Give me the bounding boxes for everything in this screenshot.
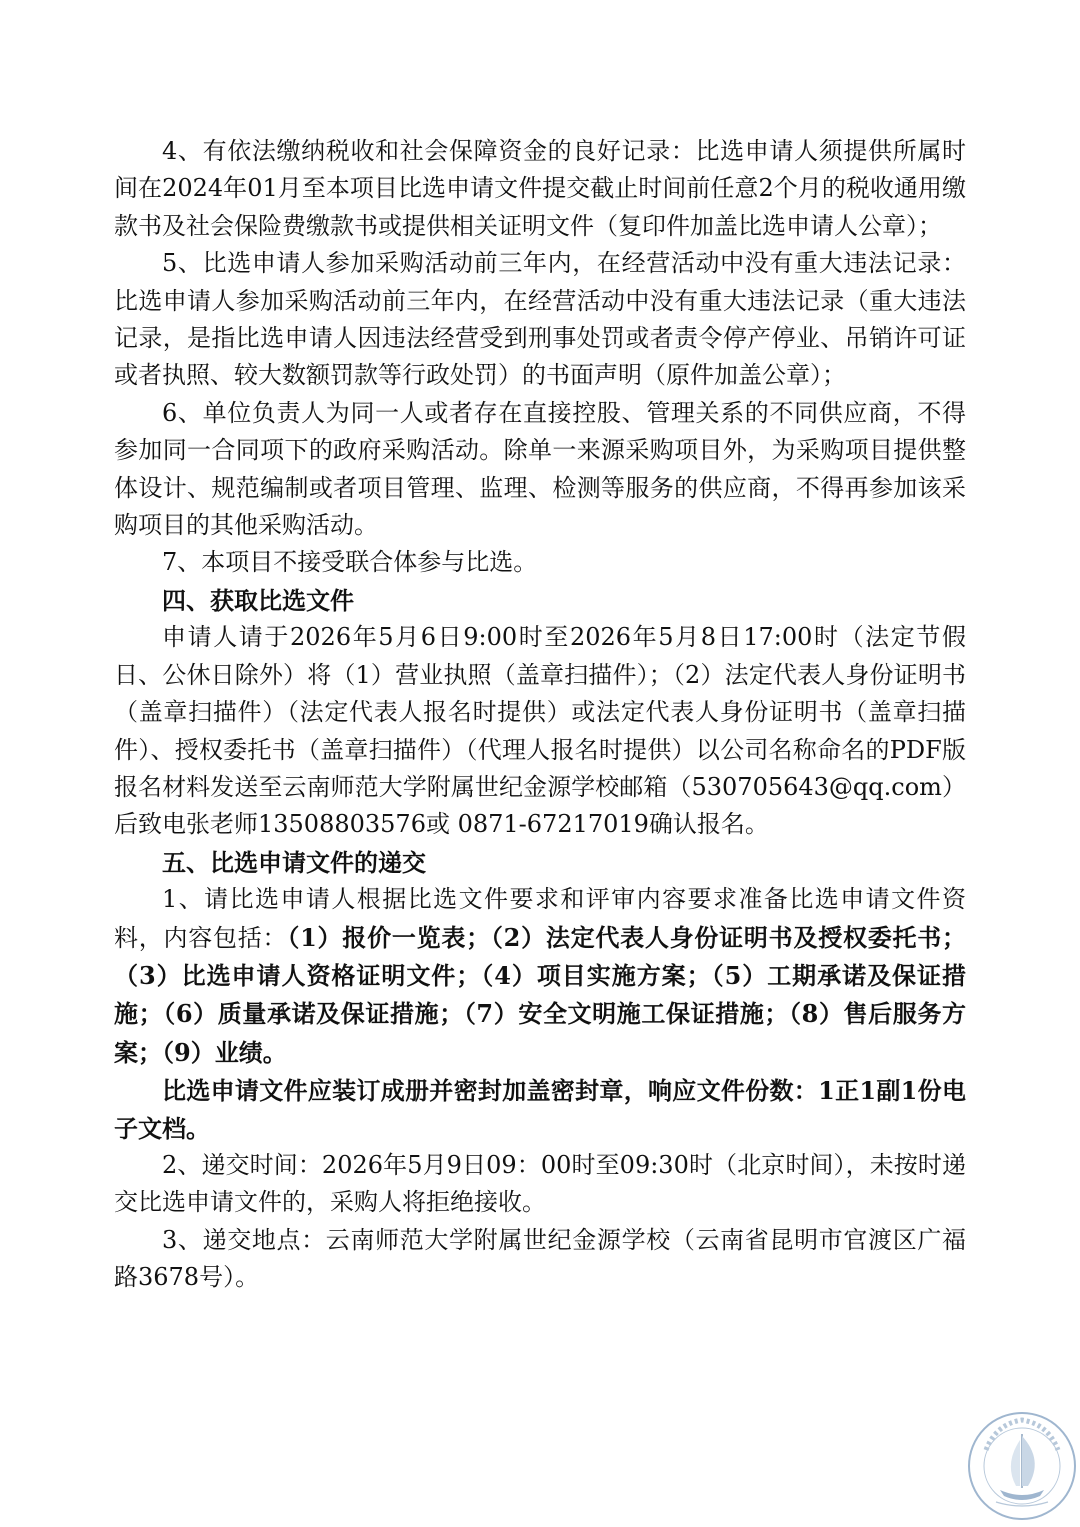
document-body [114,133,966,1297]
paragraph-binding-copies: 比选申请文件应装订成册并密封加盖密封章，响应文件份数：1正1副1份电子文档。 [114,1076,966,1143]
paragraph-tax-record: 4、有依法缴纳税收和社会保障资金的良好记录：比选申请人须提供所属时间在2024年01月至本项目比选申请文件提交截止时间前任意2个月的税收通用缴款书及社会保险费缴款书或提供相关证明文件（复印件加盖比选申请人公章）； [114,137,966,240]
paragraph-no-consortium: 7、本项目不接受联合体参与比选。 [162,548,538,577]
contents-lead-text: 1、请比选申请人根据比选文件要求和评审内容要求准备比选申请文件资料，内容包括： [114,885,966,952]
paragraph-no-violation: 5、比选申请人参加采购活动前三年内，在经营活动中没有重大违法记录：比选申请人参加采购活动前三年内，在经营活动中没有重大违法记录（重大违法记录，是指比选申请人因违法经营受到刑事处罚或者责令停产停业、吊销许可证或者执照、较大数额罚款等行政处罚）的书面声明（原件加盖公章）； [114,249,966,390]
paragraph-submission-time: 2、递交时间：2026年5月9日09：00时至09:30时（北京时间），未按时递交比选申请文件的，采购人将拒绝接收。 [114,1150,966,1217]
paragraph-submission-place: 3、递交地点：云南师范大学附属世纪金源学校（云南省昆明市官渡区广福路3678号）。 [114,1225,966,1292]
paragraph-same-owner: 6、单位负责人为同一人或者存在直接控股、管理关系的不同供应商，不得参加同一合同项下的政府采购活动。除单一来源采购项目外，为采购项目提供整体设计、规范编制或者项目管理、监理、检测等服务的供应商，不得再参加该采购项目的其他采购活动。 [114,398,966,540]
paragraph-application-contents [114,881,966,1072]
school-seal-icon [966,1410,1078,1522]
section-heading-obtain-documents: 四、获取比选文件 [162,585,354,615]
section-heading-submission: 五、比选申请文件的递交 [162,847,426,877]
paragraph-registration: 申请人请于2026年5月6日9:00时至2026年5月8日17:00时（法定节假日、公休日除外）将（1）营业执照（盖章扫描件）；（2）法定代表人身份证明书（盖章扫描件）（法定代表人报名时提供）或法定代表人身份证明书（盖章扫描件）、授权委托书（盖章扫描件）（代理人报名时提供）以公司名称命名的PDF版报名材料发送至云南师范大学附属世纪金源学校邮箱（530705643@qq.com）后致电张老师13508803576或 0871-67217019确认报名。 [114,623,966,839]
contents-list-bold: （1）报价一览表；（2）法定代表人身份证明书及授权委托书；（3）比选申请人资格证明文件；（4）项目实施方案；（5）工期承诺及保证措施；（6）质量承诺及保证措施；（7）安全文明施工保证措施；（8）售后服务方案；（9）业绩。 [114,922,966,1067]
